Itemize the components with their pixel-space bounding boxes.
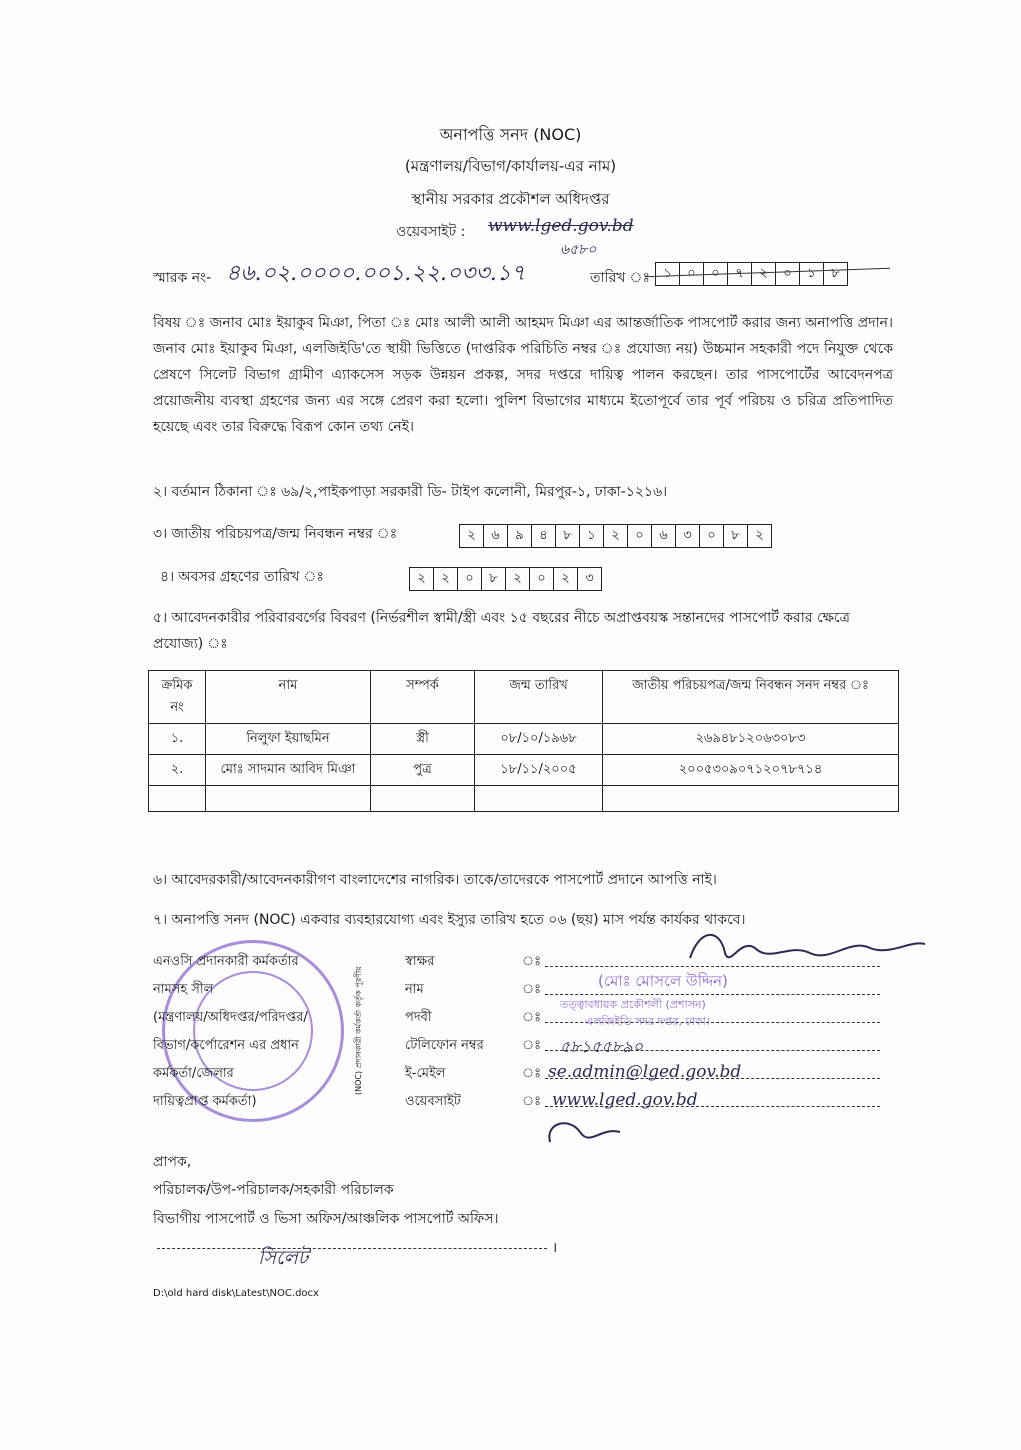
recipient-city-handwritten: সিলেট <box>258 1247 309 1269</box>
date-digit-box: ০ <box>775 262 800 286</box>
colon: ঃ <box>522 1038 542 1053</box>
date-digit-box: ০ <box>703 262 728 286</box>
field-signature-label: স্বাক্ষর <box>405 954 435 969</box>
retire-digit-box: ০ <box>529 567 554 591</box>
table-row-empty <box>149 786 899 812</box>
cell-serial <box>149 786 206 812</box>
signature-scribble <box>680 918 930 978</box>
recipient-dashed-line <box>157 1248 547 1249</box>
file-path: D:\old hard disk\Latest\NOC.docx <box>153 1288 319 1299</box>
retire-digit-box: ২ <box>409 567 434 591</box>
recipient-end-mark: । <box>552 1240 558 1256</box>
cell-nid <box>603 786 899 812</box>
citizen-statement: ৬। আবেদরকারী/আবেদনকারীগণ বাংলাদেশের নাগরিক। তাকে/তাদেরকে পাসপোর্ট প্রদানে আপত্তি নাই। <box>153 872 717 888</box>
retire-digit-box: ২ <box>505 567 530 591</box>
nid-digit-box: ৯ <box>507 524 532 548</box>
signatory-line: কর্মকর্তা/জেলার <box>153 1066 234 1081</box>
table-row <box>149 755 899 786</box>
table-row <box>149 724 899 755</box>
initial-scribble <box>540 1112 630 1157</box>
family-table-header-row <box>149 671 899 724</box>
website-label: ওয়েবসাইট : <box>396 224 466 240</box>
signatory-line: বিভাগ/কর্পোরেশন এর প্রধান <box>153 1038 299 1053</box>
email-handwritten: se.admin@lged.gov.bd <box>548 1062 742 1082</box>
memo-date-label: তারিখ ঃ <box>590 270 650 286</box>
nid-digit-box: ৩ <box>675 524 700 548</box>
cell-name: মোঃ সাদমান আবিদ মিঞা <box>206 755 371 786</box>
signatory-line: নামসহ সীল <box>153 982 214 997</box>
nid-digit-box: ৪ <box>531 524 556 548</box>
recipient-line1: পরিচালক/উপ-পরিচালক/সহকারী পরিচালক <box>153 1182 394 1198</box>
nid-digit-box: ৬ <box>483 524 508 548</box>
phone-handwritten: ৫৮১৫৫৮৯০ <box>560 1037 644 1056</box>
cell-dob: ১৮/১১/২০০৫ <box>475 755 603 786</box>
nid-digit-box: ১ <box>579 524 604 548</box>
recipient-line2: বিভাগীয় পাসপোর্ট ও ভিসা অফিস/আঞ্চলিক পাসপোর্ট অফিস। <box>153 1211 499 1227</box>
subject-paragraph: বিষয় ঃ জনাব মোঃ ইয়াকুব মিঞা, পিতা ঃ মোঃ আলী আলী আহমদ মিঞা এর আন্তর্জাতিক পাসপোর্ট করার জন্য অনাপত্তি প্রদান। জনাব মোঃ ইয়াকুব মিঞা, এলজিইডি'তে স্থায়ী ভিত্তিতে (দাপ্তরিক পরিচিতি নম্বর ঃ প্রযোজ্য নয়) উচ্চমান সহকারী পদে নিযুক্ত থেকে প্রেষণে সিলেট বিভাগ গ্রামীণ এ্যাকসেস সড়ক উন্নয়ন প্রকল্প, সদর দপ্তরে দায়িত্ব পালন করছেন। তার পাসপোর্টের আবেদনপত্র প্রয়োজনীয় ব্যবস্থা গ্রহণের জন্য এর সঙ্গে প্রেরণ করা হলো। পুলিশ বিভাগের মাধ্যমে ইতোপূর্বে তার পূর্ব পরিচয় ও চরিত্র প্রতিপাদিত হয়েছে এবং তার বিরুদ্ধে বিরূপ কোন তথ্য নেই। <box>153 315 893 435</box>
cell-nid: ২৬৯৪৮১২০৬৩০৮৩ <box>603 724 899 755</box>
nid-digit-box: ৮ <box>555 524 580 548</box>
signatory-line: দায়িত্বপ্রাপ্ত কর্মকর্তা) <box>153 1094 257 1109</box>
field-phone-label: টেলিফোন নম্বর <box>405 1038 484 1053</box>
cell-name: নিলুফা ইয়াছমিন <box>206 724 371 755</box>
vertical-note: (NOC) প্রদানকারী কর্মকর্তা কর্তৃক পূরণীয় <box>354 966 363 1095</box>
cell-relation: পুত্র <box>371 755 475 786</box>
retire-digit-box: ০ <box>457 567 482 591</box>
date-digit-box: ১ <box>799 262 824 286</box>
retire-date-boxes <box>410 567 602 591</box>
nid-digit-box: ২ <box>459 524 484 548</box>
signatory-field-labels <box>405 948 484 1116</box>
nid-boxes <box>460 524 772 548</box>
date-digit-box: ০ <box>679 262 704 286</box>
colon: ঃ <box>522 1094 542 1109</box>
cell-relation: স্ত্রী <box>371 724 475 755</box>
colon: ঃ <box>522 1066 542 1081</box>
nid-label: ৩। জাতীয় পরিচয়পত্র/জন্ম নিবন্ধন নম্বর ঃ <box>153 526 398 542</box>
col-name: নাম <box>206 671 371 724</box>
department-name: স্থানীয় সরকার প্রকৌশল অধিদপ্তর <box>411 190 610 208</box>
stamp-office: এলজিইডি সদর দপ্তর, ঢাকা। <box>585 1015 710 1028</box>
website-handwritten: www.lged.gov.bd <box>488 216 634 236</box>
signatory-line: এনওসি প্রদানকারী কর্মকর্তার <box>153 954 299 969</box>
cell-nid: ২০০৫৩০৯০৭১২০৭৮৭১৪ <box>603 755 899 786</box>
nid-digit-box: ৮ <box>723 524 748 548</box>
date-digit-box: ১ <box>655 262 680 286</box>
signatory-colons <box>522 948 541 1116</box>
nid-digit-box: ৬ <box>651 524 676 548</box>
retire-digit-box: ৩ <box>577 567 602 591</box>
cell-relation <box>371 786 475 812</box>
col-dob: জন্ম তারিখ <box>475 671 603 724</box>
nid-digit-box: ২ <box>603 524 628 548</box>
stamp-title: তত্ত্বাবধায়ক প্রকৌশলী (প্রশাসন) <box>560 998 706 1011</box>
memo-label: স্মারক নং- <box>153 270 212 286</box>
signatory-line: (মন্ত্রণালয়/অধিদপ্তর/পরিদপ্তর/ <box>153 1010 308 1025</box>
ministry-placeholder: (মন্ত্রণালয়/বিভাগ/কার্যালয়-এর নাম) <box>404 157 617 175</box>
cell-dob: ০৮/১০/১৯৬৮ <box>475 724 603 755</box>
cell-serial: ১. <box>149 724 206 755</box>
col-nid: জাতীয় পরিচয়পত্র/জন্ম নিবন্ধন সনদ নম্বর ঃ <box>603 671 899 724</box>
memo-number-handwritten: ৪৬.০২.০০০০.০০১.২২.০৩৩.১৭ <box>226 261 526 286</box>
stamp-name: (মোঃ মোসলে উদ্দিন) <box>598 972 728 990</box>
col-relation: সম্পর্ক <box>371 671 475 724</box>
colon: ঃ <box>522 954 542 969</box>
date-digit-box: ২ <box>751 262 776 286</box>
family-table <box>148 670 899 812</box>
validity-statement: ৭। অনাপত্তি সনদ (NOC) একবার ব্যবহারযোগ্য এবং ইস্যুর তারিখ হতে ০৬ (ছয়) মাস পর্যন্ত কার্যকর থাকবে। <box>153 912 746 928</box>
field-name-label: নাম <box>405 982 424 997</box>
col-serial: ক্রমিক নং <box>149 671 206 724</box>
retire-digit-box: ৮ <box>481 567 506 591</box>
field-designation-label: পদবী <box>405 1010 432 1025</box>
nid-digit-box: ০ <box>627 524 652 548</box>
cell-name <box>206 786 371 812</box>
website-handwritten-sig: www.lged.gov.bd <box>552 1090 698 1110</box>
field-website-label: ওয়েবসাইট <box>405 1094 461 1109</box>
retire-digit-box: ২ <box>433 567 458 591</box>
present-address: ২। বর্তমান ঠিকানা ঃ ৬৯/২,পাইকপাড়া সরকারী ডি- টাইপ কলোনী, মিরপুর-১, ঢাকা-১২১৬। <box>153 484 668 500</box>
family-label: ৫। আবেদনকারীর পরিবারবর্গের বিবরণ (নির্ভরশীল স্বামী/স্ত্রী এবং ১৫ বছরের নীচে অপ্রাপ্তবয়স্ক সন্তানদের পাসপোর্ট করার ক্ষেত্রে প্রযোজ্য) ঃ <box>153 610 850 652</box>
retire-label: ৪। অবসর গ্রহণের তারিখ ঃ <box>160 569 324 585</box>
retire-digit-box: ২ <box>553 567 578 591</box>
cell-serial: ২. <box>149 755 206 786</box>
date-digit-box: ৮ <box>823 262 848 286</box>
signatory-left-block <box>153 948 308 1116</box>
document-title: অনাপত্তি সনদ (NOC) <box>439 125 582 144</box>
field-email-label: ই-মেইল <box>405 1066 446 1081</box>
nid-digit-box: ০ <box>699 524 724 548</box>
memo-suffix-handwritten: ৬৫৮০ <box>560 242 597 258</box>
cell-dob <box>475 786 603 812</box>
colon: ঃ <box>522 1010 542 1025</box>
recipient-label: প্রাপক, <box>153 1154 192 1170</box>
nid-digit-box: ২ <box>747 524 772 548</box>
date-digit-box: ৭ <box>727 262 752 286</box>
colon: ঃ <box>522 982 542 997</box>
